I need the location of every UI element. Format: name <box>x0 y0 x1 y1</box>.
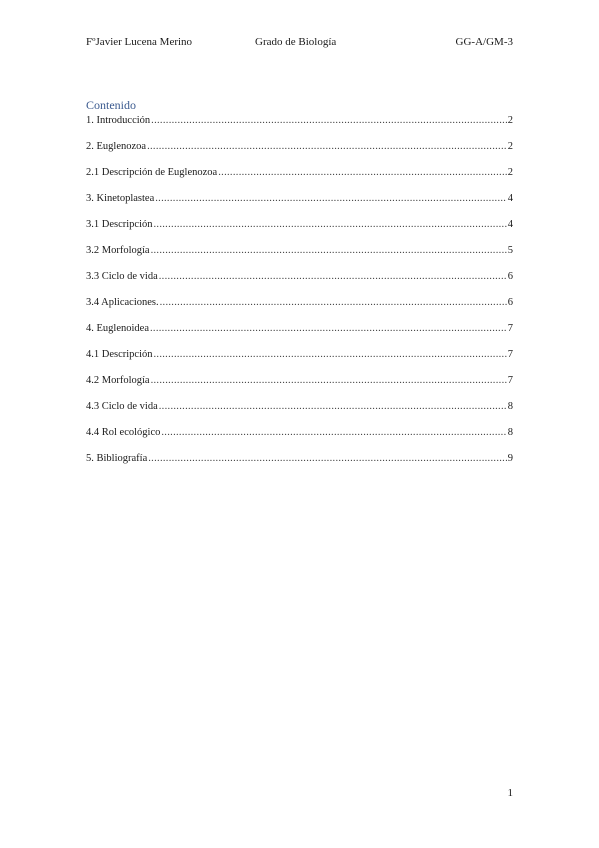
header-author: FºJavier Lucena Merino <box>86 36 193 48</box>
toc-dot-leader <box>159 270 507 283</box>
toc-entry[interactable] <box>86 140 513 153</box>
toc-entry-page: 7 <box>507 349 513 360</box>
toc-entry-page: 2 <box>507 167 513 178</box>
toc-entry-label: 3.4 Aplicaciones. <box>86 297 159 308</box>
toc-entry-page: 2 <box>507 115 513 126</box>
toc-entry[interactable] <box>86 192 513 205</box>
table-of-contents <box>86 114 513 478</box>
toc-entry-page: 6 <box>507 271 513 282</box>
toc-entry-page: 7 <box>507 375 513 386</box>
toc-entry[interactable] <box>86 166 513 179</box>
toc-entry[interactable] <box>86 426 513 439</box>
toc-entry[interactable] <box>86 400 513 413</box>
toc-entry-page: 6 <box>507 297 513 308</box>
toc-entry[interactable] <box>86 114 513 127</box>
toc-entry-page: 2 <box>507 141 513 152</box>
toc-dot-leader <box>151 374 507 387</box>
toc-entry-page: 7 <box>507 323 513 334</box>
header-group: GG-A/GM-3 <box>455 36 513 48</box>
toc-entry-label: 4. Euglenoidea <box>86 323 149 334</box>
toc-entry-label: 4.2 Morfología <box>86 375 150 386</box>
toc-dot-leader <box>160 296 507 309</box>
toc-entry-label: 3.3 Ciclo de vida <box>86 271 158 282</box>
toc-entry[interactable] <box>86 244 513 257</box>
toc-entry[interactable] <box>86 218 513 231</box>
toc-dot-leader <box>153 348 506 361</box>
toc-dot-leader <box>159 400 507 413</box>
page-header <box>86 36 513 52</box>
toc-entry-label: 4.3 Ciclo de vida <box>86 401 158 412</box>
toc-entry-page: 4 <box>507 193 513 204</box>
toc-dot-leader <box>151 114 507 127</box>
toc-dot-leader <box>218 166 507 179</box>
toc-title: Contenido <box>86 98 136 112</box>
toc-entry-page: 4 <box>507 219 513 230</box>
toc-entry-label: 4.4 Rol ecológico <box>86 427 161 438</box>
toc-entry-page: 9 <box>507 453 513 464</box>
toc-entry-label: 3.2 Morfología <box>86 245 150 256</box>
toc-entry-label: 3.1 Descripción <box>86 219 153 230</box>
toc-entry[interactable] <box>86 452 513 465</box>
toc-entry-label: 3. Kinetoplastea <box>86 193 155 204</box>
toc-entry[interactable] <box>86 374 513 387</box>
header-course: Grado de Biología <box>255 36 337 48</box>
toc-dot-leader <box>153 218 506 231</box>
toc-entry-page: 8 <box>507 401 513 412</box>
toc-dot-leader <box>155 192 507 205</box>
toc-entry[interactable] <box>86 296 513 309</box>
toc-dot-leader <box>147 140 507 153</box>
toc-dot-leader <box>148 452 507 465</box>
toc-entry-label: 5. Bibliografía <box>86 453 148 464</box>
toc-entry-page: 8 <box>507 427 513 438</box>
toc-entry[interactable] <box>86 270 513 283</box>
toc-dot-leader <box>151 244 507 257</box>
toc-entry-label: 2.1 Descripción de Euglenozoa <box>86 167 218 178</box>
toc-dot-leader <box>161 426 506 439</box>
toc-entry-label: 4.1 Descripción <box>86 349 153 360</box>
toc-entry-page: 5 <box>507 245 513 256</box>
toc-dot-leader <box>150 322 507 335</box>
page-number: 1 <box>507 787 513 799</box>
toc-entry[interactable] <box>86 348 513 361</box>
toc-entry-label: 2. Euglenozoa <box>86 141 147 152</box>
toc-entry-label: 1. Introducción <box>86 115 151 126</box>
toc-entry[interactable] <box>86 322 513 335</box>
